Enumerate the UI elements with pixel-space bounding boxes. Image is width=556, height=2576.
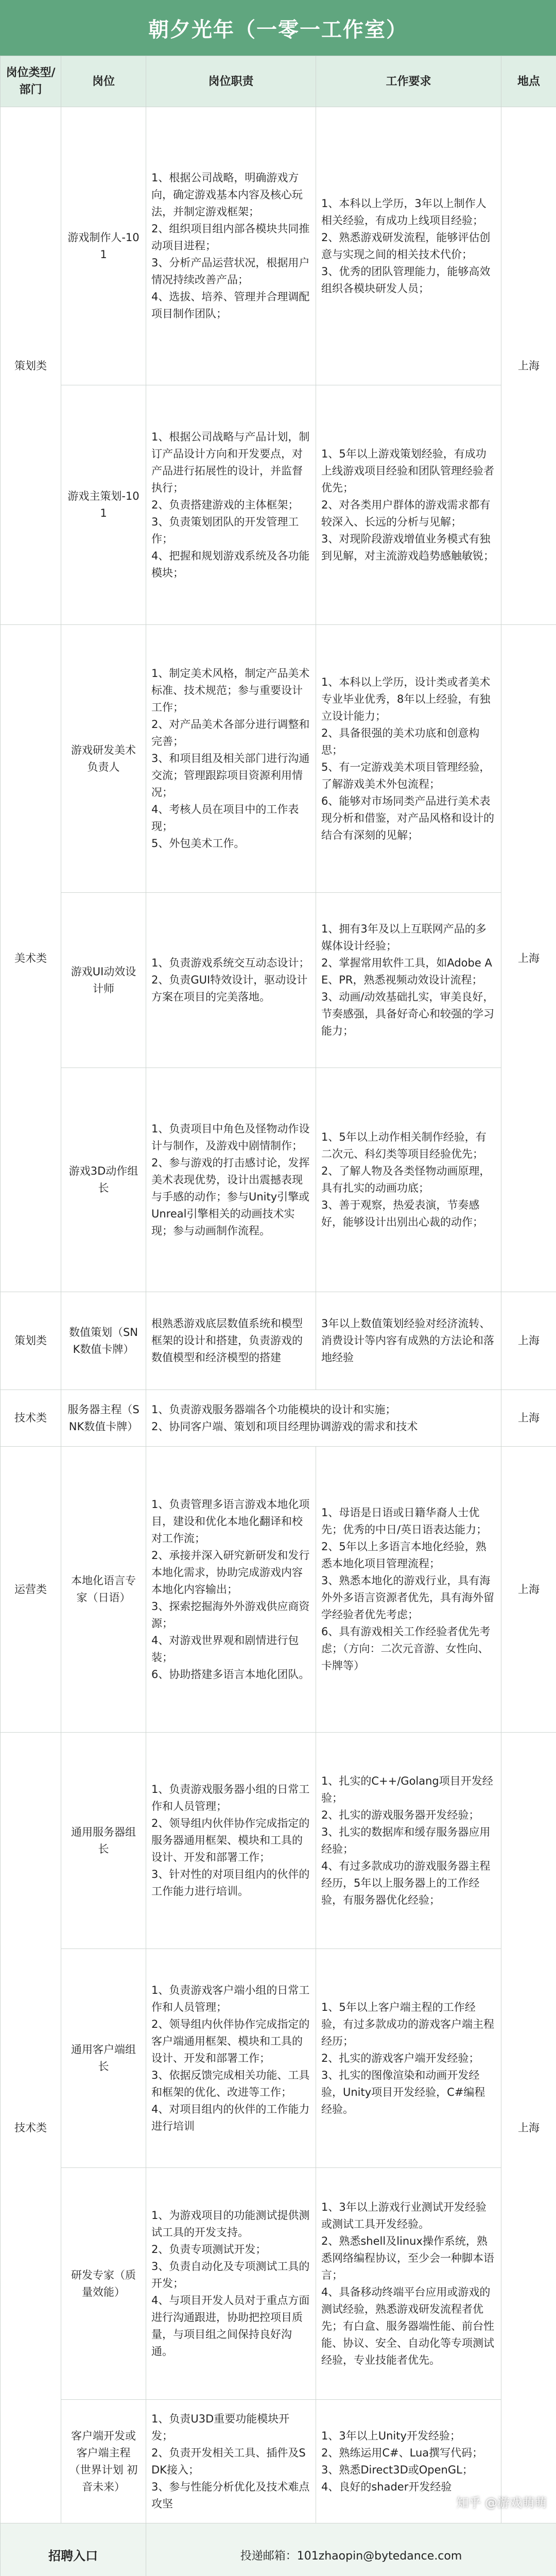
table-row — [1, 2168, 556, 2400]
table-row — [1, 893, 556, 1068]
position-label: 数值策划（SNK数值卡牌） — [69, 1326, 138, 1355]
duties-text: 1、负责游戏服务器小组的日常工作和人员管理； 2、领导组内伙伴协作完成指定的服务器通用框架、模块和工具的设计、开发和部署工作； 3、针对性的对项目组内的伙伴的工作能力进行培训。 — [151, 1783, 309, 1897]
position-label: 游戏主策划-101 — [67, 490, 139, 519]
table-row — [1, 385, 556, 625]
requirements-cell — [316, 2168, 501, 2400]
position-label: 客户端开发或客户端主程（世界计划 初音未来） — [70, 2430, 138, 2493]
position-cell — [61, 1068, 146, 1292]
position-label: 游戏UI动效设计师 — [71, 965, 136, 995]
duties-cell — [146, 2168, 316, 2400]
duties-cell — [146, 2400, 316, 2523]
table-row — [1, 1068, 556, 1292]
location-cell: 上海 — [501, 1390, 556, 1447]
location-cell: 上海 — [501, 1447, 556, 1733]
duties-cell — [146, 1068, 316, 1292]
duties-text: 1、负责U3D重要功能模块开发； 2、负责开发相关工具、插件及SDK接入； 3、参与性能分析优化及技术难点攻坚 — [151, 2413, 309, 2510]
zhihu-watermark: 知乎 @游戏萌萌 — [456, 2493, 547, 2511]
duties-cell — [146, 385, 316, 625]
position-label: 本地化语言专家（日语） — [71, 1574, 136, 1604]
position-cell — [61, 1447, 146, 1733]
duties-text: 1、根据公司战略与产品计划，制订产品设计方向和开发要点，对产品进行拓展性的设计，并监督执行； 2、负责搭建游戏的主体框架； 3、负责策划团队的开发管理工作； 4、把握和规划游戏系统及各功能模块； — [151, 431, 309, 579]
table-row — [1, 1733, 556, 1949]
duties-text: 1、负责游戏客户端小组的日常工作和人员管理； 2、领导组内伙伴协作完成指定的客户端通用框架、模块和工具的设计、开发和部署工作； 3、依据反馈完成相关功能、工具和框架的优化、改进等工作； 4、对项目组内的伙伴的工作能力进行培训 — [151, 1984, 309, 2132]
requirements-text: 1、5年以上客户端主程的工作经验，有过多款成功的游戏客户端主程经历； 2、扎实的游戏客户端开发经验； 3、扎实的图像渲染和动画开发经验，Unity项目开发经验，C#编程经验。 — [321, 2001, 494, 2115]
position-label: 游戏研发美术负责人 — [71, 744, 136, 773]
column-header-position: 岗位 — [61, 56, 146, 107]
duties-cell — [146, 107, 316, 385]
column-header-location: 地点 — [501, 56, 556, 107]
requirements-cell — [316, 893, 501, 1068]
column-header-category: 岗位类型/部门 — [1, 56, 61, 107]
column-header-row — [1, 56, 556, 107]
page-title: 朝夕光年（一零一工作室） — [0, 0, 556, 56]
location-cell: 上海 — [501, 1733, 556, 2523]
requirements-text: 1、5年以上动作相关制作经验，有二次元、科幻类等项目经验优先； 2、了解人物及各类怪物动画原理，具有扎实的动画功底； 3、善于观察，热爱表演，节奏感好，能够设计出别出心裁的动作； — [321, 1131, 490, 1228]
table-row — [1, 625, 556, 893]
requirements-cell — [316, 385, 501, 625]
duties-cell — [146, 1733, 316, 1949]
column-header-requirements: 工作要求 — [316, 56, 501, 107]
position-cell — [61, 107, 146, 385]
category-cell: 技术类 — [1, 1390, 61, 1447]
location-cell: 上海 — [501, 625, 556, 1292]
position-cell — [61, 625, 146, 893]
requirements-text: 1、3年以上Unity开发经验； 2、熟练运用C#、Lua撰写代码； 3、熟悉Direct3D或OpenGL； 4、良好的shader开发经验 — [321, 2430, 483, 2493]
position-label: 游戏制作人-101 — [67, 231, 139, 261]
position-cell — [61, 1292, 146, 1390]
category-cell: 运营类 — [1, 1447, 61, 1733]
recruit-label: 招聘入口 — [1, 2523, 146, 2576]
requirements-text: 1、本科以上学历，设计类或者美术专业毕业优秀，8年以上经验，有独立设计能力； 2、具备很强的美术功底和创意构思； 5、有一定游戏美术项目管理经验，了解游戏美术外包流程； 6、能够对市场同类产品进行美术表现分析和借鉴，对产品风格和设计的结合有深刻的见解； — [321, 676, 494, 841]
duties-text: 1、负责项目中角色及怪物动作设计与制作，及游戏中剧情制作； 2、参与游戏的打击感讨论，发挥美术表现优势，设计出震撼表现与手感的动作；参与Unity引擎或Unreal引擎相关的动画技术实现；参与动画制作流程。 — [151, 1123, 309, 1237]
category-cell: 美术类 — [1, 625, 61, 1292]
duties-cell — [146, 625, 316, 893]
position-label: 研发专家（质量效能） — [71, 2269, 136, 2298]
position-cell — [61, 1733, 146, 1949]
category-cell: 策划类 — [1, 107, 61, 625]
position-label: 游戏3D动作组长 — [69, 1165, 138, 1194]
position-label: 通用服务器组长 — [71, 1826, 136, 1855]
position-cell — [61, 2400, 146, 2523]
category-cell: 技术类 — [1, 1733, 61, 2523]
requirements-text: 1、扎实的C++/Golang项目开发经验； 2、扎实的游戏服务器开发经验； 3、扎实的数据库和缓存服务器应用经验； 4、有过多款成功的游戏服务器主程经历，5年以上服务器上的工作经验，有服务器优化经验； — [321, 1775, 493, 1906]
duties-text: 根熟悉游戏底层数值系统和模型框架的设计和搭建，负责游戏的数值模型和经济模型的搭建 — [151, 1317, 303, 1364]
table-row — [1, 1447, 556, 1733]
job-table-body — [1, 107, 556, 2576]
column-header-duties: 岗位职责 — [146, 56, 316, 107]
requirements-cell — [316, 1068, 501, 1292]
requirements-text: 1、母语是日语或日籍华裔人士优先；优秀的中日/英日语表达能力； 2、5年以上多语言本地化经验，熟悉本地化项目管理流程； 3、熟悉本地化的游戏行业，具有海外外多语言资源者优先，具有海外留学经验者优先考虑； 6、具有游戏相关工作经验者优先考虑；（方向：二次元音游、女性向、卡牌等） — [321, 1506, 494, 1672]
position-label: 服务器主程（SNK数值卡牌） — [67, 1403, 139, 1433]
duties-cell — [146, 1447, 316, 1733]
requirements-text: 1、3年以上游戏行业测试开发经验或测试工具开发经验。 2、熟悉shell及linux操作系统，熟悉网络编程协议，至少会一种脚本语言； 4、具备移动终端平台应用或游戏的测试经验，熟悉游戏研发流程者优先；有白盒、服务器端性能、前台性能、协议、安全、自动化等专项测试经验，专业技能者优先。 — [321, 2201, 494, 2366]
requirements-cell — [316, 1733, 501, 1949]
requirements-cell — [316, 1292, 501, 1390]
position-label: 通用客户端组长 — [71, 2043, 136, 2073]
requirements-cell — [316, 625, 501, 893]
recruit-entry-row — [1, 2523, 556, 2576]
location-cell: 上海 — [501, 1292, 556, 1390]
requirements-text: 1、拥有3年及以上互联网产品的多媒体设计经验； 2、掌握常用软件工具，如Adobe AE、PR，熟悉视频动效设计流程； 3、动画/动效基础扎实，审美良好，节奏感强，具备好奇心和较强的学习能力； — [321, 923, 494, 1037]
duties-text: 1、为游戏项目的功能测试提供测试工具的开发支持。 2、负责专项测试开发； 3、负责自动化及专项测试工具的开发； 4、与项目开发人员对于重点方面进行沟通跟进，协助把控项目质量，与项目组之间保持良好沟通。 — [151, 2209, 309, 2358]
job-table — [0, 56, 556, 2576]
requirements-text: 1、本科以上学历，3年以上制作人相关经验，有成功上线项目经验； 2、熟悉游戏研发流程，能够评估创意与实现之间的相关技术代价； 3、优秀的团队管理能力，能够高效组织各模块研发人员； — [321, 197, 490, 295]
requirements-cell — [316, 1447, 501, 1733]
location-cell: 上海 — [501, 107, 556, 625]
position-cell — [61, 2168, 146, 2400]
position-cell — [61, 385, 146, 625]
recruit-email[interactable]: 投递邮箱：101zhaopin@bytedance.com — [146, 2523, 556, 2576]
duties-cell — [146, 893, 316, 1068]
duties-text: 1、负责游戏系统交互动态设计； 2、负责GUI特效设计，驱动设计方案在项目的完美落地。 — [151, 957, 309, 1003]
requirements-cell — [316, 107, 501, 385]
requirements-text: 3年以上数值策划经验对经济流转、消费设计等内容有成熟的方法论和落地经验 — [321, 1317, 494, 1364]
table-row — [1, 1292, 556, 1390]
table-row — [1, 1949, 556, 2168]
duties-cell — [146, 1390, 501, 1447]
position-cell — [61, 893, 146, 1068]
duties-text: 1、根据公司战略，明确游戏方向，确定游戏基本内容及核心玩法，并制定游戏框架； 2、组织项目组内部各模块共同推动项目进程； 3、分析产品运营状况，根据用户情况持续改善产品； 4、选拔、培养、管理并合理调配项目制作团队； — [151, 172, 309, 320]
requirements-cell — [316, 1949, 501, 2168]
table-row — [1, 1390, 556, 1447]
duties-cell — [146, 1949, 316, 2168]
category-cell: 策划类 — [1, 1292, 61, 1390]
duties-text: 1、制定美术风格，制定产品美术标准、技术规范；参与重要设计工作； 2、对产品美术各部分进行调整和完善； 3、和项目组及相关部门进行沟通交流；管理跟踪项目资源利用情况； 4、考核人员在项目中的工作表现； 5、外包美术工作。 — [151, 667, 309, 850]
requirements-text: 1、5年以上游戏策划经验，有成功上线游戏项目经验和团队管理经验者优先； 2、对各类用户群体的游戏需求都有较深入、长远的分析与见解； 3、对现阶段游戏增值业务模式有独到见解，对主流游戏趋势感触敏锐； — [321, 448, 494, 562]
position-cell — [61, 1390, 146, 1447]
duties-text: 1、负责管理多语言游戏本地化项目，建设和优化本地化翻译和校对工作流； 2、承接并深入研究新研发和发行本地化需求，协助完成游戏内容本地化内容输出； 3、探索挖掘海外外游戏供应商资源； 4、对游戏世界观和剧情进行包装； 6、协助搭建多语言本地化团队。 — [151, 1498, 309, 1681]
table-row — [1, 107, 556, 385]
duties-text: 1、负责游戏服务器端各个功能模块的设计和实施； 2、协同客户端、策划和项目经理协调游戏的需求和技术 — [151, 1403, 418, 1433]
duties-cell — [146, 1292, 316, 1390]
position-cell — [61, 1949, 146, 2168]
